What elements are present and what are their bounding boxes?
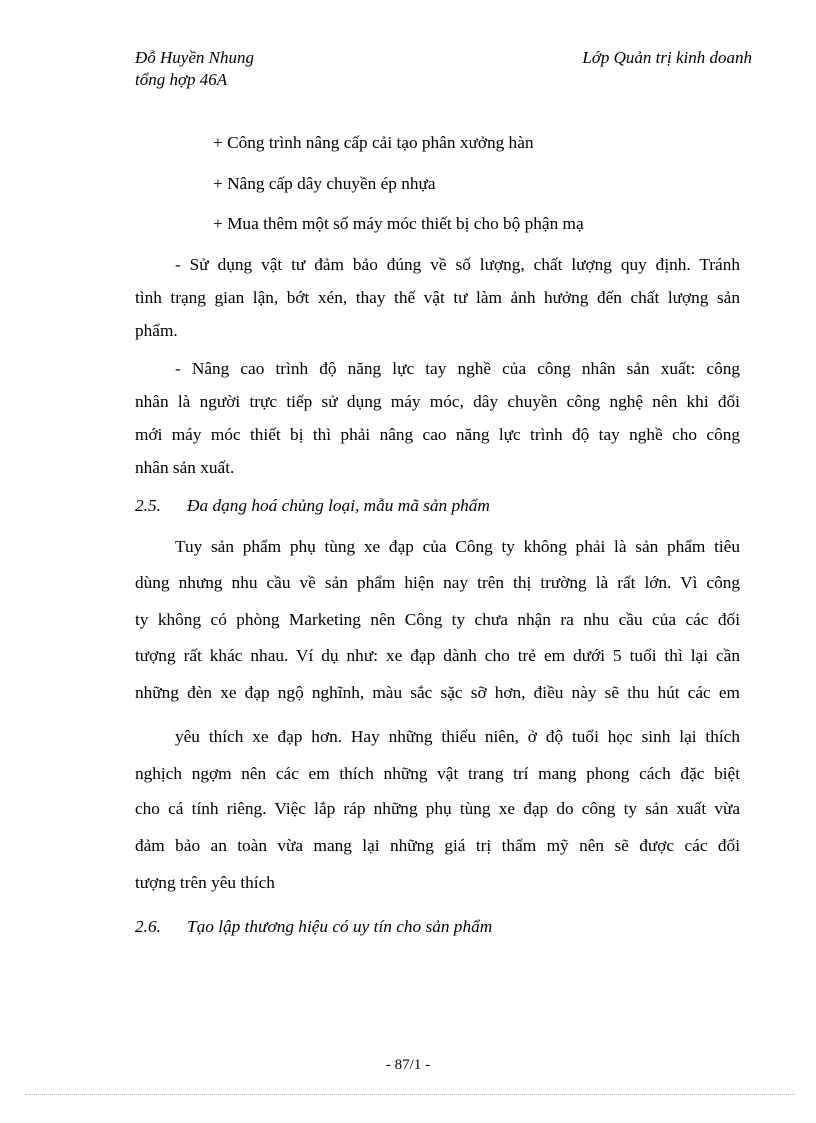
paragraph-line: phẩm. xyxy=(135,321,178,340)
bullet-item: + Công trình nâng cấp cải tạo phân xưởng hàn xyxy=(213,133,534,152)
paragraph-line: dùng nhưng nhu cầu về sản phẩm hiện nay trên thị trường là rất lớn. Vì công xyxy=(135,573,740,592)
header-author-class: tổng hợp 46A xyxy=(135,70,228,89)
paragraph-line: những đèn xe đạp ngộ nghĩnh, màu sắc sặc sỡ hơn, điều này sẽ thu hút các em xyxy=(135,683,740,702)
section-heading xyxy=(135,496,490,516)
section-title: Đa dạng hoá chủng loại, mẫu mã sản phẩm xyxy=(187,496,490,515)
paragraph-line: Tuy sản phẩm phụ tùng xe đạp của Công ty không phải là sản phẩm tiêu xyxy=(175,537,740,556)
paragraph-line: - Nâng cao trình độ năng lực tay nghề của công nhân sản xuất: công xyxy=(175,359,740,378)
section-heading xyxy=(135,917,492,937)
header-author xyxy=(135,47,254,91)
page-bottom-divider xyxy=(25,1094,795,1095)
paragraph-line: mới máy móc thiết bị thì phải nâng cao năng lực trình độ tay nghề cho công xyxy=(135,425,740,444)
paragraph-line: yêu thích xe đạp hơn. Hay những thiếu niên, ở độ tuổi học sinh lại thích xyxy=(175,727,740,746)
paragraph-line: tình trạng gian lận, bớt xén, thay thế vật tư làm ảnh hưởng đến chất lượng sản xyxy=(135,288,740,307)
paragraph-line: nhân sản xuất. xyxy=(135,458,235,477)
paragraph-line: - Sử dụng vật tư đảm bảo đúng về số lượng, chất lượng quy định. Tránh xyxy=(175,255,740,274)
paragraph-line: nhân là người trực tiếp sử dụng máy móc, dây chuyền công nghệ nên khi đổi xyxy=(135,392,740,411)
header-author-name: Đỗ Huyền Nhung xyxy=(135,48,254,67)
paragraph-line: tượng rất khác nhau. Ví dụ như: xe đạp dành cho trẻ em dưới 5 tuổi thì lại cần xyxy=(135,646,740,665)
paragraph-line: nghịch ngợm nên các em thích những vật trang trí mang phong cách đặc biệt xyxy=(135,764,740,783)
section-number: 2.6. xyxy=(135,917,161,936)
paragraph-line: cho cá tính riêng. Việc lắp ráp những phụ tùng xe đạp do công ty sản xuất vừa xyxy=(135,799,740,818)
paragraph-line: ty không có phòng Marketing nên Công ty chưa nhận ra nhu cầu của các đối xyxy=(135,610,740,629)
paragraph-line: đảm bảo an toàn vừa mang lại những giá trị thẩm mỹ nên sẽ được các đối xyxy=(135,836,740,855)
section-number: 2.5. xyxy=(135,496,161,515)
paragraph-line: tượng trên yêu thích xyxy=(135,873,275,892)
page-number: - 87/1 - xyxy=(385,1057,431,1073)
header-class-label: Lớp Quản trị kinh doanh xyxy=(582,48,752,67)
bullet-item: + Mua thêm một số máy móc thiết bị cho bộ phận mạ xyxy=(213,214,584,233)
section-title: Tạo lập thương hiệu có uy tín cho sản phẩm xyxy=(187,917,493,936)
header-class-name xyxy=(582,47,752,69)
bullet-item: + Nâng cấp dây chuyền ép nhựa xyxy=(213,174,436,193)
